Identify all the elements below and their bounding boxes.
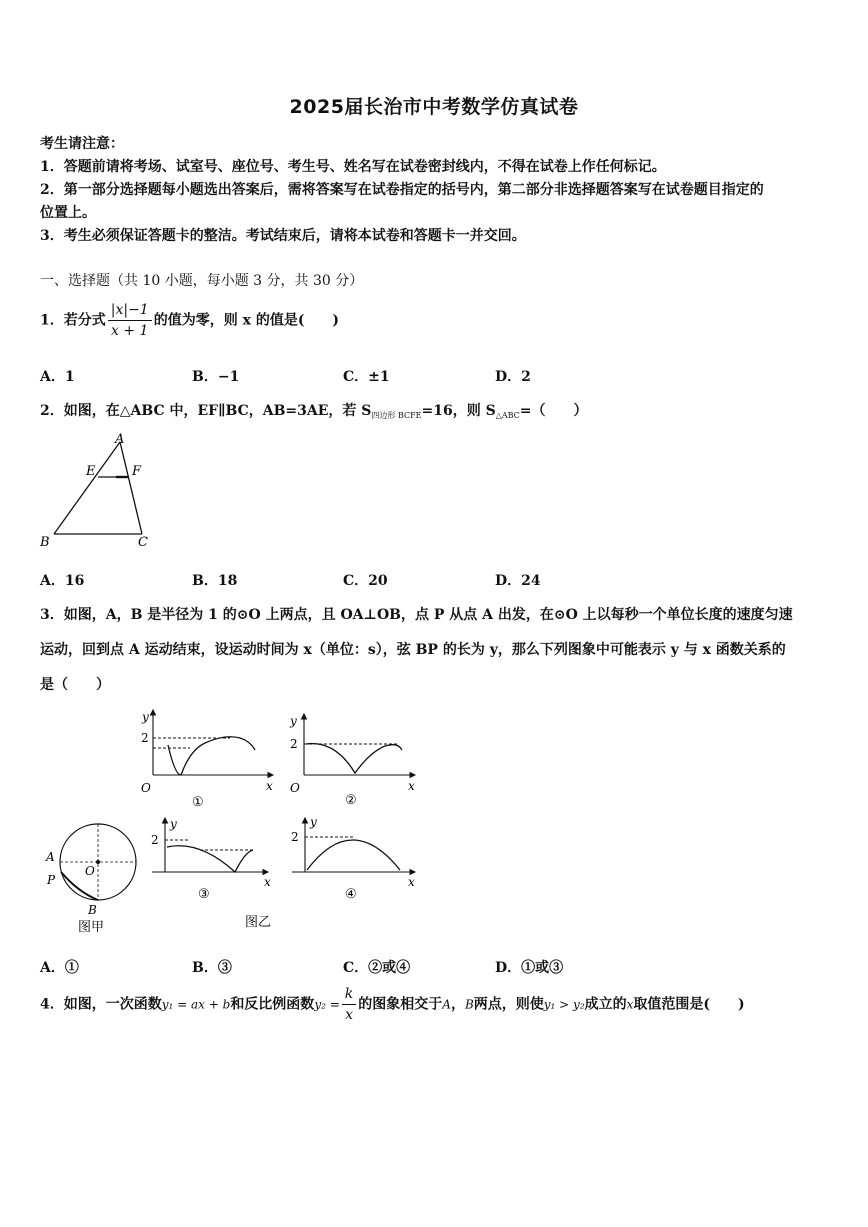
svg-text:P: P	[47, 873, 56, 887]
q1-option-b: B．−1	[192, 369, 240, 385]
circle-figure	[45, 824, 136, 935]
notice-1: 1．答题前请将考场、试室号、座位号、考生号、姓名写在试卷密封线内，不得在试卷上作任何标记。	[40, 159, 666, 175]
label-c: C	[138, 535, 148, 550]
svg-text:2: 2	[141, 731, 149, 745]
q4-y2-lhs: y₂ =	[314, 997, 340, 1012]
q2-stem-a: 2．如图，在△ABC 中，EF∥BC，AB=3AE，若 S	[40, 403, 372, 419]
q2-stem-sub2: △ABC	[495, 411, 520, 420]
svg-text:②: ②	[345, 793, 357, 808]
q2-option-a: A．16	[40, 573, 85, 589]
svg-text:O: O	[290, 781, 300, 795]
q3-option-a: A．①	[40, 960, 79, 976]
graph-2	[289, 714, 415, 808]
label-a: A	[115, 432, 125, 447]
q1-fraction	[108, 300, 152, 341]
label-e: E	[86, 464, 96, 479]
notice-2: 2．第一部分选择题每小题选出答案后，需将答案写在试卷指定的括号内，第二部分非选择题答案写在试卷题目指定的	[40, 182, 764, 198]
svg-text:y: y	[170, 817, 177, 831]
q2-option-d: D．24	[495, 573, 541, 589]
q4-y1: y₁ = ax + b	[161, 997, 231, 1012]
svg-text:2: 2	[291, 830, 299, 844]
notice-2-cont: 位置上。	[40, 205, 96, 221]
svg-text:B: B	[88, 903, 97, 917]
q4-comma: ，	[450, 996, 465, 1013]
svg-text:①: ①	[192, 795, 204, 810]
graph-3	[151, 817, 271, 902]
q3-line-3: 是（ ）	[40, 677, 110, 693]
q1-denominator: x + 1	[111, 323, 149, 339]
q4-mid: 和反比例函数	[230, 996, 315, 1013]
q2-option-c: C．20	[343, 573, 388, 589]
q4-frac-den: x	[345, 1007, 353, 1023]
svg-text:x: x	[408, 779, 415, 793]
question-1	[40, 300, 339, 341]
q1-numerator: |x|−1	[108, 300, 152, 321]
q4-inequality: y₁ > y₂	[543, 997, 585, 1012]
q2-option-b: B．18	[192, 573, 238, 589]
q3-line-1: 3．如图，A，B 是半径为 1 的⊙O 上两点，且 OA⊥OB，点 P 从点 A 出发，在⊙O 上以每秒一个单位长度的速度匀速	[40, 607, 793, 623]
page-title: 2025届长治市中考数学仿真试卷	[289, 96, 579, 118]
q1-prefix: 1．若分式	[40, 312, 106, 329]
svg-text:x: x	[264, 875, 271, 889]
svg-text:④: ④	[345, 887, 357, 902]
q4-suffix: 取值范围是( )	[633, 996, 745, 1013]
svg-text:x: x	[266, 779, 273, 793]
section-heading: 一、选择题（共 10 小题，每小题 3 分，共 30 分）	[40, 273, 364, 289]
q1-option-a: A．1	[40, 369, 75, 385]
label-b: B	[40, 535, 50, 550]
svg-text:2: 2	[151, 833, 159, 847]
svg-text:y: y	[290, 714, 297, 728]
svg-text:y: y	[142, 710, 149, 724]
q1-suffix: 的值为零，则 x 的值是( )	[153, 312, 340, 329]
notice-heading: 考生请注意：	[40, 136, 124, 152]
graph-4	[291, 815, 415, 902]
notice-3: 3．考生必须保证答题卡的整洁。考试结束后，请将本试卷和答题卡一并交回。	[40, 228, 526, 244]
q1-option-c: C．±1	[343, 369, 390, 385]
side-ab	[54, 442, 120, 534]
q2-stem-c: =（ ）	[519, 403, 588, 419]
svg-text:O: O	[141, 781, 151, 795]
q2-stem-b: =16，则 S	[421, 403, 496, 419]
svg-text:x: x	[408, 875, 415, 889]
svg-text:y: y	[310, 815, 317, 829]
label-f: F	[132, 464, 142, 479]
svg-text:③: ③	[198, 887, 210, 902]
q4-x: x	[626, 997, 634, 1012]
q4-point-a: A	[442, 997, 451, 1012]
q3-line-2: 运动，回到点 A 运动结束，设运动时间为 x（单位：s），弦 BP 的长为 y，那么下列图象中可能表示 y 与 x 函数关系的	[40, 642, 786, 658]
svg-text:A: A	[46, 850, 55, 864]
q2-stem-sub: 四边形 BCFE	[371, 411, 422, 420]
q3-option-c: C．②或④	[343, 960, 411, 976]
q3-graphs-figure	[40, 700, 430, 940]
q3-option-d: D．①或③	[495, 960, 564, 976]
fig-yi-label: 图乙	[245, 915, 272, 930]
q2-triangle-figure	[36, 428, 166, 552]
q4-mid2: 的图象相交于	[358, 996, 443, 1013]
q4-prefix: 4．如图，一次函数	[40, 996, 162, 1013]
question-2	[40, 400, 588, 421]
q3-option-b: B．③	[192, 960, 232, 976]
svg-text:O: O	[85, 864, 95, 878]
q4-point-b: B	[464, 997, 474, 1012]
q4-mid3: 两点，则使	[473, 996, 544, 1013]
svg-text:2: 2	[290, 737, 298, 751]
q4-fraction	[342, 984, 356, 1025]
q4-frac-num: k	[342, 984, 356, 1005]
question-4	[40, 984, 745, 1025]
svg-text:图甲: 图甲	[78, 920, 105, 935]
graph-1	[141, 710, 273, 810]
q4-mid4: 成立的	[584, 996, 627, 1013]
q1-option-d: D．2	[495, 369, 531, 385]
side-ac	[120, 442, 142, 534]
